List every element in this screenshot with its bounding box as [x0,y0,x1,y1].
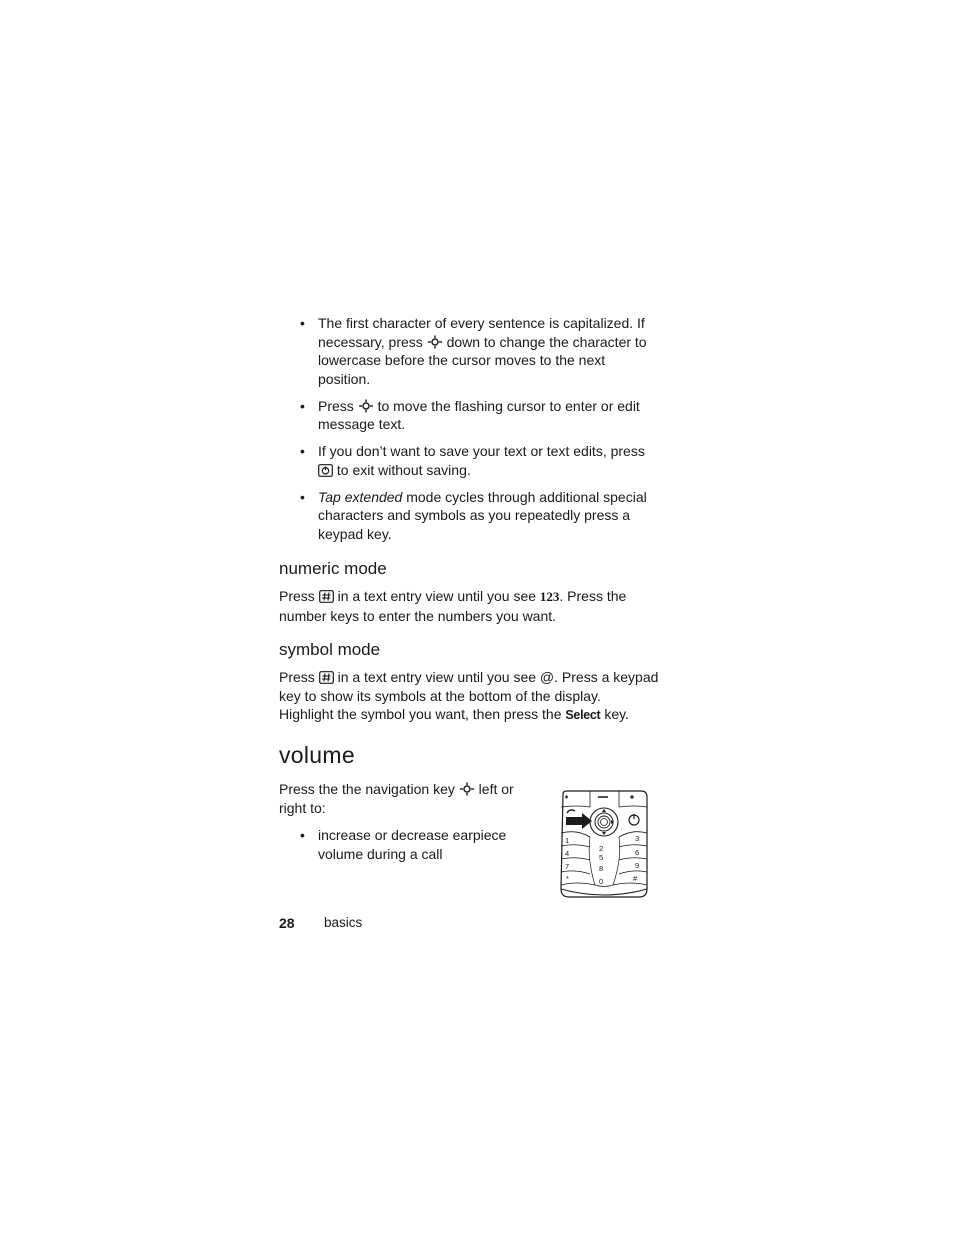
symbol-mode-indicator: @ [539,669,555,685]
volume-heading: volume [279,742,355,768]
pound-key-icon [319,671,334,684]
navigation-key-icon [358,399,374,413]
end-key-icon [318,464,333,477]
navigation-key-icon [459,782,475,796]
navigation-key-icon [427,335,443,349]
keypad-key-label: 2 [599,844,604,853]
keypad-key-label: 7 [565,862,570,871]
bullet-dot: • [300,488,305,505]
tip-text: Press [318,397,354,414]
pound-key-icon [319,590,334,603]
tip-text: to move the flashing cursor to enter or edit message text. [318,397,640,432]
list-item [300,488,660,544]
para-text: in a text entry view until you see [337,669,537,685]
tip-text: to exit without saving. [336,461,471,478]
keypad-key-label: 0 [599,877,604,886]
page-number: 28 [279,915,295,931]
keypad-key-label: 6 [635,848,640,857]
text-entry-tips-list [300,314,660,552]
phone-keypad-illustration [557,789,651,901]
list-item [300,397,660,434]
tip-text: The first character of every sentence is capitalized. If necessary, press [318,315,645,350]
list-item [300,442,660,479]
list-item [300,314,660,388]
bullet-dot: • [300,827,305,843]
para-text: . Press the number keys to enter the numbers you want. [279,588,627,624]
tip-text: down to change the character to lowercase before the cursor moves to the next position. [318,333,647,387]
numeric-mode-indicator: 123 [539,589,560,604]
tap-extended-term: Tap extended [318,488,403,505]
keypad-key-label: * [566,874,569,883]
para-text: Press [279,588,315,604]
select-key-label: Select [565,708,601,722]
tip-text: mode cycles through additional special characters and symbols as you repeatedly press a keypad key. [318,488,647,542]
numeric-mode-heading: numeric mode [279,559,387,578]
keypad-key-label: 8 [599,864,604,873]
symbol-mode-text [279,668,659,725]
keypad-key-label: 4 [565,849,570,858]
keypad-key-label: 1 [565,836,570,845]
list-item [300,826,548,863]
para-text: Press the the navigation key [279,781,455,797]
para-text: . Press a keypad key to show its symbols at the bottom of the display. Highlight the symbol you want, then press the [279,669,659,722]
tip-text: If you don’t want to save your text or text edits, press [318,443,645,459]
keypad-key-label: 5 [599,853,604,862]
keypad-key-label: 3 [635,834,640,843]
keypad-key-label: 9 [635,861,640,870]
keypad-key-label: # [633,874,638,883]
symbol-mode-heading: symbol mode [279,640,381,659]
bullet-dot: • [300,443,305,459]
para-text: left or right to: [279,781,514,816]
section-name: basics [324,915,363,930]
bullet-dot: • [300,397,305,414]
para-text: in a text entry view until you see [337,588,537,604]
volume-text [279,780,529,817]
para-text: Press [279,669,315,685]
bullet-dot: • [300,315,305,331]
para-text: key. [604,706,629,722]
volume-bullet-text: increase or decrease earpiece volume during a call [318,827,507,862]
numeric-mode-text [279,587,659,625]
